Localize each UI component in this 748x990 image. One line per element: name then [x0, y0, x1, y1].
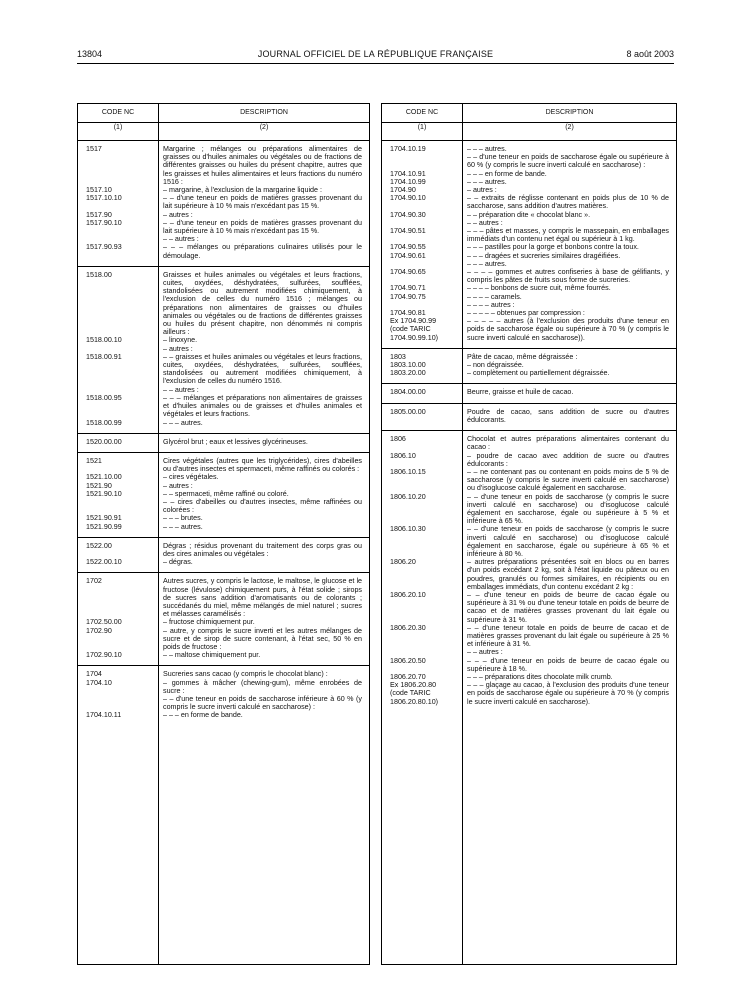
table-row	[382, 452, 676, 468]
description-text: – – – – bonbons de sucre cuit, même fourrés.	[467, 284, 611, 293]
nc-code: 1806.10.15	[390, 467, 426, 476]
table-row	[382, 624, 676, 649]
nc-code: 1806.20	[390, 558, 416, 567]
description-text: – autres :	[163, 344, 193, 353]
col2-index: (2)	[565, 124, 574, 131]
table-row	[382, 468, 676, 493]
description-text: – – – – autres :	[467, 300, 515, 309]
table-row	[78, 353, 369, 386]
description-text: Margarine ; mélanges ou préparations alimentaires de graisses ou d'huiles animales ou végétales ou de fractions de différentes graisses ou huiles du présent chapitre, autres que les graisses et huiles alimentaires et leurs fractions du numéro 1516 :	[163, 145, 362, 186]
description-text: – – extraits de réglisse contenant en poids plus de 10 % de saccharose, sans addition d'autres matières.	[467, 194, 669, 211]
table-row	[382, 227, 676, 243]
code-header: CODE NC	[405, 109, 439, 116]
table-header	[382, 104, 676, 141]
tariff-group	[78, 141, 369, 267]
description-text: – – – – gommes et autres confiseries à base de gélifiants, y compris les pâtes de fruits sous forme de sucreries.	[467, 268, 669, 285]
nc-code: 1704.90	[390, 186, 416, 195]
description-text: Graisses et huiles animales ou végétales et leurs fractions, cuites, oxydées, déshydratées, sulfurées, soufflées, standolisées ou autrement modifiées chimiquement, à l'exclusion de celles du numéro 1516 ; mélanges ou préparations non alimentaires de graisses ou d'huiles animales ou végétales ou de fractions de différentes graisses ou huiles du présent chapitre, non dénommés ni compris ailleurs :	[163, 270, 362, 337]
nc-code: 1704.90.75	[390, 292, 426, 301]
col2-index: (2)	[259, 124, 269, 131]
description-text: – autre, y compris le sucre inverti et les autres mélanges de sucre et de sirop de sucre contenant, à l'état sec, 50 % en poids de fructose :	[163, 626, 362, 651]
description-text: – – – – caramels.	[467, 292, 522, 301]
nc-code: 1704.90.81	[390, 309, 426, 318]
table-row	[382, 657, 676, 673]
nc-code: 1702	[86, 577, 102, 586]
table-row	[78, 394, 369, 419]
description-text: – – graisses et huiles animales ou végétales et leurs fractions, cuites, oxydées, déshydratées, sulfurées, soufflées, standolisées ou autrement modifiées chimiquement, à l'exclusion de celles du numéro 1516.	[163, 352, 362, 386]
description-text: Cires végétales (autres que les triglycérides), cires d'abeilles ou d'autres insectes et spermaceti, même raffinés ou colorés :	[163, 456, 362, 474]
tariff-group	[78, 267, 369, 434]
description-text: – – spermaceti, même raffiné ou coloré.	[163, 489, 289, 498]
table-row	[382, 260, 676, 268]
description-text: – – maltose chimiquement pur.	[163, 651, 261, 660]
description-text: – – – pastilles pour la gorge et bonbons contre la toux.	[467, 243, 639, 252]
description-text: – – d'une teneur en poids de beurre de cacao égale ou supérieure à 31 % ou d'une teneur totale en poids de beurre de cacao et de matières grasses provenant du lait égale ou supérieure à 31 %.	[467, 590, 669, 624]
table-row	[78, 194, 369, 210]
nc-code: 1704.10.11	[86, 711, 122, 720]
nc-code: 1804.00.00	[390, 388, 426, 397]
nc-code: 1806.10	[390, 451, 416, 460]
table-row	[78, 482, 369, 490]
description-text: – – d'une teneur en poids de matières grasses provenant du lait supérieure à 10 % mais n'excédant pas 15 %.	[163, 218, 362, 236]
description-text: – – – d'une teneur en poids de beurre de cacao égale ou supérieure à 18 %.	[467, 656, 669, 673]
nc-code: 1518.00.99	[86, 418, 122, 427]
nc-code: 1522.00.10	[86, 558, 122, 567]
nc-code: 1704.90.55	[390, 243, 426, 252]
description-text: – – – en forme de bande.	[467, 169, 547, 178]
description-text: – – – – – autres (à l'exclusion des produits d'une teneur en poids de saccharose égale ou supérieure à 70 % (y compris le sucre inverti calculé en saccharose)).	[467, 317, 669, 342]
description-text: – – – préparations dites chocolate milk crumb.	[467, 672, 613, 681]
nc-code	[78, 695, 158, 711]
table-row	[78, 627, 369, 652]
table-row	[382, 493, 676, 526]
nc-code: 1803.20.00	[390, 369, 426, 378]
description-text: – – ne contenant pas ou contenant en poids moins de 5 % de saccharose (y compris le sucre inverti calculé en saccharose) ou d'isoglucose calculé également en saccharose.	[467, 467, 669, 493]
nc-code: 1521	[86, 456, 102, 465]
table-row	[382, 353, 676, 361]
table-row	[382, 673, 676, 681]
nc-code: 1806.10.30	[390, 525, 426, 534]
table-row	[382, 361, 676, 369]
nc-code: 1522.00	[86, 541, 112, 550]
nc-code: 1521.10.00	[86, 473, 122, 482]
nc-code: 1806.20.70	[390, 672, 426, 681]
table-row	[78, 523, 369, 531]
nc-code	[78, 498, 158, 514]
table-row	[78, 386, 369, 394]
nc-code: 1702.50.00	[86, 618, 122, 627]
table-row	[382, 317, 676, 342]
description-text: – autres préparations présentées soit en blocs ou en barres d'un poids excédant 2 kg, soit à l'état liquide ou pâteux ou en poudres, granulés ou formes similaires, en récipients ou en emballages immédiats, d'un contenu excédant 2 kg :	[467, 558, 669, 591]
table-row	[78, 542, 369, 558]
nc-code: Ex 1704.90.99 (code TARIC 1704.90.99.10)	[390, 317, 439, 342]
table-row	[78, 419, 369, 427]
nc-code	[78, 345, 158, 353]
description-text: Glycérol brut ; eaux et lessives glycérineuses.	[163, 437, 308, 446]
nc-code: 1520.00.00	[86, 437, 122, 446]
table-row	[382, 186, 676, 194]
description-text: Autres sucres, y compris le lactose, le maltose, le glucose et le fructose (lévulose) chimiquement purs, à l'état solide ; sirops de sucres sans addition d'aromatisants ou de colorants ; succédanés du miel, même mélangés de miel naturel ; sucres et mélasses caramélisés :	[163, 577, 362, 619]
tariff-group	[78, 538, 369, 574]
table-row	[382, 268, 676, 284]
nc-code: 1704.90.51	[390, 227, 426, 236]
description-text: – – – autres.	[467, 259, 507, 268]
description-text: – margarine, à l'exclusion de la margarine liquide :	[163, 186, 322, 195]
description-text: Poudre de cacao, sans addition de sucre ou d'autres édulcorants.	[467, 407, 669, 424]
nc-code: Ex 1806.20.80 (code TARIC 1806.20.80.10)	[390, 681, 439, 706]
nc-code: 1806	[390, 435, 406, 444]
description-text: – autres :	[163, 481, 193, 490]
table-row	[78, 651, 369, 659]
table-row	[382, 309, 676, 317]
table-row	[78, 235, 369, 243]
tariff-group	[382, 404, 676, 431]
description-text: – – autres :	[163, 385, 199, 394]
description-text: – – d'une teneur totale en poids de beurre de cacao et de matières grasses provenant du lait égale ou supérieure à 25 % et inférieure à 31 %.	[467, 623, 669, 649]
tariff-group	[78, 434, 369, 453]
left-table-body	[78, 141, 369, 726]
table-row	[78, 271, 369, 337]
description-text: – autres :	[467, 186, 497, 195]
tariff-group	[382, 431, 676, 712]
table-row	[78, 438, 369, 446]
description-text: – – autres :	[467, 648, 503, 657]
description-text: – – – en forme de bande.	[163, 711, 243, 720]
table-row	[382, 681, 676, 706]
description-text: – fructose chimiquement pur.	[163, 618, 255, 627]
journal-title: JOURNAL OFFICIEL DE LA RÉPUBLIQUE FRANÇAISE	[257, 49, 494, 59]
description-text: – – d'une teneur en poids de matières grasses provenant du lait supérieure à 10 % mais n'excédant pas 15 %.	[163, 194, 362, 211]
table-row	[382, 252, 676, 260]
description-text: – – cires d'abeilles ou d'autres insectes, même raffinées ou colorées :	[163, 497, 362, 515]
nc-code: 1806.20.50	[390, 656, 426, 665]
table-row	[78, 186, 369, 194]
nc-code: 1521.90.99	[86, 522, 122, 531]
issue-date: 8 août 2003	[626, 49, 674, 59]
table-row	[78, 679, 369, 695]
nc-code: 1806.20.30	[390, 623, 426, 632]
description-header: DESCRIPTION	[240, 109, 288, 116]
description-text: – – – – – obtenues par compression :	[467, 309, 585, 318]
description-text: – dégras.	[163, 558, 193, 567]
table-row	[382, 301, 676, 309]
nc-code: 1702.90.10	[86, 651, 122, 660]
table-row	[78, 577, 369, 618]
description-text: – – préparation dite « chocolat blanc ».	[467, 210, 591, 219]
table-row	[382, 591, 676, 624]
table-row	[78, 711, 369, 719]
description-text: – – d'une teneur en poids de saccharose inférieure à 60 % (y compris le sucre inverti calculé en saccharose) :	[163, 694, 362, 712]
table-row	[382, 293, 676, 301]
nc-code: 1704.10	[86, 678, 112, 687]
table-row	[382, 525, 676, 558]
nc-code: 1517.90	[86, 210, 112, 219]
table-row	[382, 178, 676, 186]
nc-code: 1806.20.10	[390, 590, 426, 599]
description-text: – – autres :	[467, 218, 503, 227]
nc-code: 1518.00.10	[86, 336, 122, 345]
table-row	[78, 219, 369, 235]
nc-code: 1521.90	[86, 481, 112, 490]
table-row	[78, 211, 369, 219]
col1-index: (1)	[113, 124, 123, 131]
description-text: Pâte de cacao, même dégraissée :	[467, 352, 578, 361]
table-row	[78, 345, 369, 353]
description-text: – – d'une teneur en poids de saccharose (y compris le sucre inverti calculé en saccharose) ou d'isoglucose calculé également en saccharose, égale ou supérieure à 65 % et inférieure à 80 %.	[467, 525, 669, 558]
description-text: – – – mélanges et préparations non alimentaires de graisses et d'huiles animales ou de graisses et d'huiles animales et végétales et leurs fractions.	[163, 393, 362, 419]
description-text: Dégras ; résidus provenant du traitement des corps gras ou des cires animales ou végétales :	[163, 541, 362, 558]
nc-code	[78, 386, 158, 394]
nc-code	[382, 648, 462, 656]
nc-code	[382, 153, 462, 169]
nc-code: 1704.10.99	[390, 177, 426, 186]
nc-code: 1521.90.10	[86, 489, 122, 498]
table-row	[382, 558, 676, 591]
right-table	[381, 103, 677, 965]
code-header: CODE NC	[101, 109, 135, 116]
table-row	[78, 618, 369, 626]
tariff-group	[382, 384, 676, 403]
description-text: Chocolat et autres préparations alimentaires contenant du cacao :	[467, 435, 669, 452]
nc-code: 1704.90.30	[390, 210, 426, 219]
nc-code: 1803	[390, 352, 406, 361]
nc-code: 1805.00.00	[390, 407, 426, 416]
table-row	[382, 369, 676, 377]
nc-code: 1704.10.91	[390, 169, 426, 178]
table-row	[382, 211, 676, 219]
table-row	[382, 648, 676, 656]
nc-code: 1518.00.95	[86, 393, 122, 402]
table-row	[382, 243, 676, 251]
table-header	[78, 104, 369, 141]
tariff-group	[78, 453, 369, 538]
table-row	[78, 490, 369, 498]
description-text: – poudre de cacao avec addition de sucre ou d'autres édulcorants :	[467, 451, 669, 468]
tariff-group	[78, 573, 369, 666]
table-row	[382, 408, 676, 424]
description-text: – – – autres.	[163, 522, 203, 531]
nc-code: 1803.10.00	[390, 361, 426, 370]
right-table-body	[382, 141, 676, 712]
left-table	[77, 103, 370, 965]
description-text: – – – autres.	[163, 418, 203, 427]
nc-code: 1517.10.10	[86, 194, 122, 203]
nc-code	[78, 235, 158, 243]
description-text: Beurre, graisse et huile de cacao.	[467, 388, 574, 397]
description-text: – – d'une teneur en poids de saccharose égale ou supérieure à 60 % (y compris le sucre inverti calculé en saccharose) :	[467, 153, 669, 170]
description-text: – – – autres.	[467, 177, 507, 186]
table-row	[382, 388, 676, 396]
table-row	[78, 145, 369, 186]
table-row	[78, 473, 369, 481]
nc-code: 1517.90.10	[86, 218, 122, 227]
description-text: – – – dragées et sucreries similaires dragéifiées.	[467, 251, 621, 260]
description-text: – non dégraissée.	[467, 361, 524, 370]
page-number: 13804	[77, 49, 103, 59]
nc-code: 1806.10.20	[390, 492, 426, 501]
nc-code: 1704.90.61	[390, 251, 426, 260]
nc-code: 1704.90.10	[390, 194, 426, 203]
description-text: – complètement ou partiellement dégraissée.	[467, 369, 610, 378]
table-row	[78, 695, 369, 711]
table-row	[382, 145, 676, 153]
nc-code: 1704.90.71	[390, 284, 426, 293]
description-text: – – – autres.	[467, 145, 507, 153]
nc-code: 1702.90	[86, 626, 112, 635]
nc-code: 1517.90.93	[86, 243, 122, 252]
description-text: – – – mélanges ou préparations culinaires utilisés pour le démoulage.	[163, 243, 362, 260]
table-row	[382, 284, 676, 292]
nc-code: 1518.00	[86, 270, 112, 279]
nc-code: 1518.00.91	[86, 352, 122, 361]
table-row	[78, 514, 369, 522]
table-row	[382, 435, 676, 451]
table-row	[78, 498, 369, 514]
table-row	[382, 153, 676, 169]
description-text: – – autres :	[163, 235, 199, 244]
description-text: – – – glaçage au cacao, à l'exclusion des produits d'une teneur en poids de saccharose égale ou supérieure à 70 % (y compris le sucre inverti calculé en saccharose).	[467, 681, 669, 706]
table-row	[78, 457, 369, 473]
nc-code: 1517.10	[86, 186, 112, 195]
description-header: DESCRIPTION	[545, 109, 594, 116]
table-row	[382, 170, 676, 178]
table-row	[382, 219, 676, 227]
nc-code	[382, 219, 462, 227]
nc-code: 1704.90.65	[390, 268, 426, 277]
nc-code: 1704	[86, 670, 102, 679]
col1-index: (1)	[417, 124, 427, 131]
page-header	[77, 49, 674, 61]
table-row	[78, 336, 369, 344]
nc-code: 1517	[86, 145, 102, 153]
description-text: – – d'une teneur en poids de saccharose (y compris le sucre inverti calculé en saccharose) ou d'isoglucose calculé également en saccharose, égale ou supérieure à 5 % et inférieure à 65 %.	[467, 492, 669, 526]
description-text: – cires végétales.	[163, 473, 219, 482]
nc-code	[382, 301, 462, 309]
tariff-group	[78, 666, 369, 725]
table-row	[78, 670, 369, 678]
table-row	[78, 243, 369, 259]
description-text: – gommes à mâcher (chewing-gum), même enrobées de sucre :	[163, 678, 362, 695]
nc-code: 1704.10.19	[390, 145, 426, 153]
description-text: – autres :	[163, 210, 193, 219]
tariff-group	[382, 349, 676, 385]
table-row	[78, 558, 369, 566]
tariff-group	[382, 141, 676, 349]
header-rule	[77, 63, 674, 64]
nc-code: 1521.90.91	[86, 514, 122, 523]
description-text: – – – brutes.	[163, 514, 203, 523]
table-row	[382, 194, 676, 210]
description-text: – linoxyne.	[163, 336, 198, 345]
description-text: – – – pâtes et masses, y compris le massepain, en emballages immédiats d'un contenu net égal ou supérieur à 1 kg.	[467, 227, 669, 244]
description-text: Sucreries sans cacao (y compris le chocolat blanc) :	[163, 670, 328, 679]
nc-code	[382, 260, 462, 268]
